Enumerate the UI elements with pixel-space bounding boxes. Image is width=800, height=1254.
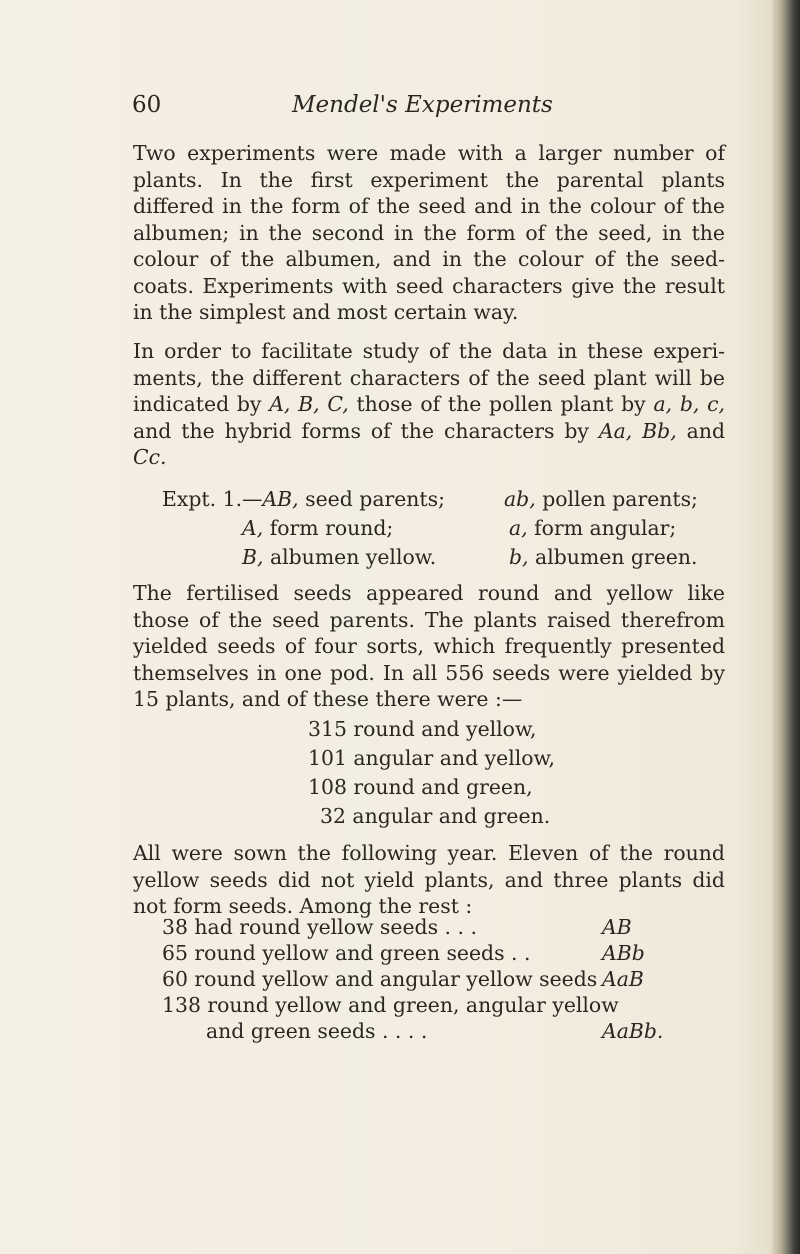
result-line: 108 round and green, [308,775,533,799]
paragraph-2 [133,338,725,471]
experiment-row [162,543,722,572]
experiment-symbol: ab, [504,487,536,511]
class-row [162,1018,722,1044]
class-description: 65 round yellow and green seeds . . [162,941,531,965]
paragraph-2-lead: In order to facilitate study of the data in these experi-ments, the different characters of the seed plant will be indicated by [133,339,725,416]
results-list [308,715,555,831]
experiment-1-legend [162,485,722,572]
class-symbol: AB [602,915,632,939]
experiment-left [242,514,393,543]
paragraph-1 [133,140,725,326]
page-edge-shadow [772,0,800,1254]
class-row [162,914,722,940]
experiment-symbol: a, [509,516,528,540]
last-symbol: Cc. [133,445,167,469]
experiment-row [162,485,722,514]
experiment-text: albumen yellow. [269,545,437,569]
experiment-text: pollen parents; [542,487,698,511]
paragraph-2-text [133,338,725,471]
class-row [162,992,722,1018]
experiment-text: form round; [269,516,394,540]
paragraph-2-mid: those of the pollen plant by [356,392,646,416]
pollen-symbols: a, b, c, [653,392,726,416]
class-row [162,940,722,966]
experiment-symbol: AB, [262,487,299,511]
experiment-symbol: A, [242,516,264,540]
experiment-text: seed parents; [305,487,445,511]
experiment-label: Expt. 1.— [162,487,263,511]
experiment-right [504,485,698,514]
class-description: and green seeds . . . . [206,1019,428,1043]
class-symbol: ABb [602,941,645,965]
experiment-left [242,543,436,572]
experiment-right [509,514,676,543]
paragraph-2-and: and [686,418,725,443]
paragraph-3 [133,580,725,713]
result-line: 101 angular and yellow, [308,746,556,770]
experiment-symbol: b, [509,545,529,569]
class-symbol: AaB [602,967,644,991]
seed-symbols: A, B, C, [269,392,349,416]
class-description: 38 had round yellow seeds . . . [162,915,477,939]
running-title: Mendel's Experiments [292,92,553,118]
experiment-left [162,485,445,514]
class-symbol: AaBb. [602,1019,664,1043]
class-row [162,966,722,992]
experiment-symbol: B, [242,545,264,569]
experiment-text: form angular; [534,516,677,540]
offspring-classes [162,914,722,1044]
result-line: 315 round and yellow, [308,717,537,741]
paragraph-4 [133,840,725,920]
class-description: 138 round yellow and green, angular yellow [162,993,619,1017]
experiment-text: albumen green. [535,545,698,569]
class-description: 60 round yellow and angular yellow seeds [162,967,598,991]
experiment-right [509,543,697,572]
hybrid-symbols: Aa, Bb, [598,418,677,443]
page-header [132,92,692,126]
paragraph-2-tail: and the hybrid forms of the characters by [133,418,589,443]
paragraph-3-text: The fertilised seeds appeared round and yellow like those of the seed parents. The plants raised therefrom yielded seeds of four sorts, which frequently presented themselves in one pod. In all 556 seeds were yielded by 15 plants, and of these there were :— [133,581,725,711]
result-line: 32 angular and green. [320,804,551,828]
paragraph-1-text: Two experiments were made with a larger number of plants. In the first experiment the parental plants differed in the form of the seed and in the colour of the albumen; in the second in the form of the seed, in the colour of the albumen, and in the colour of the seed-coats. Experiments with seed characters give the result in the simplest and most certain way. [133,141,725,324]
paragraph-4-text: All were sown the following year. Eleven of the round yellow seeds did not yield plants, and three plants did not form seeds. Among the rest : [133,841,725,918]
experiment-row [162,514,722,543]
page-number: 60 [132,92,162,118]
